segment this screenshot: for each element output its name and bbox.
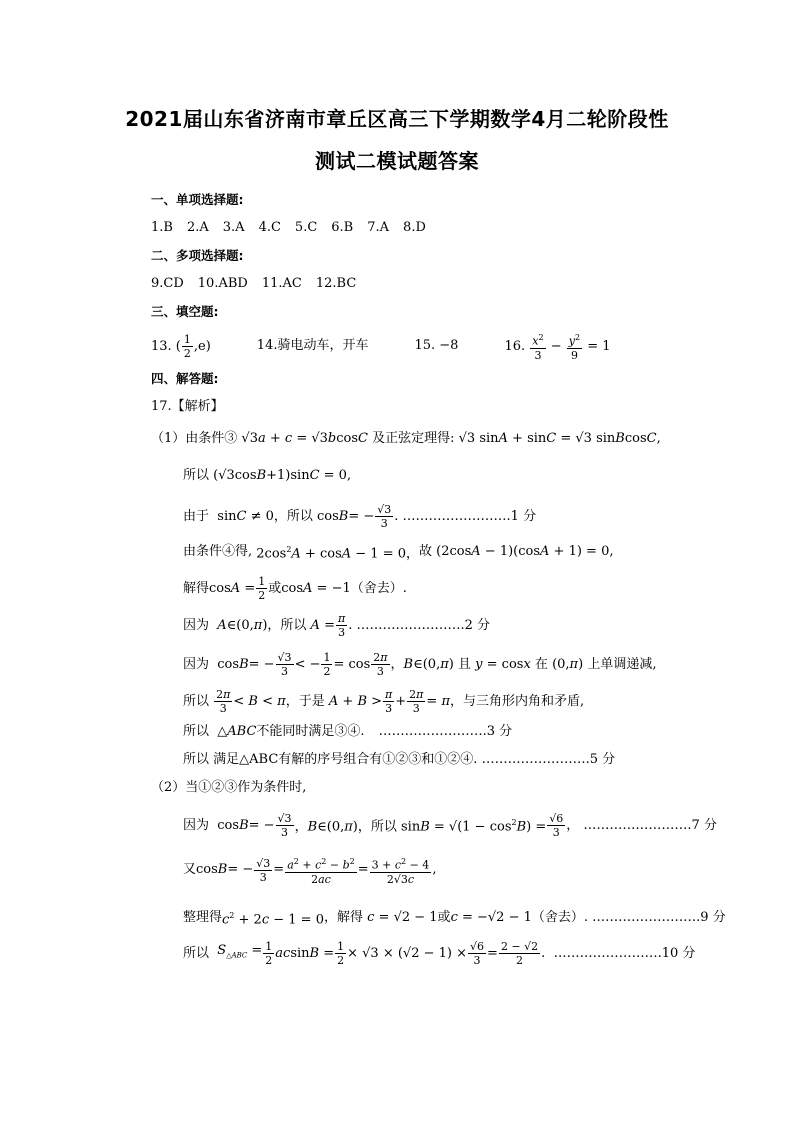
document-title-line2: 测试二模试题答案 [315,149,479,173]
q17-line-14: 所以 $S_{\triangle ABC}$ = $\frac{1}{2}$ acsinB = $\frac{1}{2}$ × √3 × (√2 − 1) × $\frac{√6}{3}$ = $\frac{2 - √2}{2}$ . …………………….10 分 [183,940,696,967]
q17-line-2: 所以 (√3cosB+1)sinC = 0, [183,468,352,483]
q17-line-5: 解得 cosA = $\frac{1}{2}$ 或 cosA = −1 （舍去）. [183,575,407,602]
q17-line-8: 所以 $\frac{2\pi}{3}$ < B < π， 于是 A + B > $\frac{\pi}{3}$ + $\frac{2\pi}{3}$ = π ，与三角形内角和矛盾, [183,688,585,715]
q17-line-9: 所以 △ABC 不能同时满足③④. …………………….3 分 [183,724,513,739]
single-choice-answers [151,218,426,238]
answer-10: 10.ABD [197,276,248,291]
fill-blank-answers [151,331,611,362]
section-single-choice: 一、单项选择题: [151,192,244,207]
answer-7: 7.A [367,220,390,235]
answer-13: 13. ( $\frac{1}{2}$ ,e) [151,332,211,360]
q17-line-7: 因为 cosB= − $\frac{√3}{3}$ < − $\frac{1}{2}$ = cos $\frac{2\pi}{3}$ ，B∈(0,π) 且 y = cosx 在 (0,π) 上单调递减, [183,651,657,678]
answer-4: 4.C [258,220,281,235]
document-title-line1: 2021届山东省济南市章丘区高三下学期数学4月二轮阶段性 [125,107,669,131]
answer-14: 14.骑电动车，开车 [256,338,369,354]
answer-5: 5.C [294,220,318,235]
multi-choice-answers [151,274,356,294]
answer-11: 11.AC [261,276,302,291]
q17-line-10: 所以 满足△ABC有解的序号组合有①②③和①②④. …………………….5 分 [183,752,616,767]
section-multi-choice: 二、多项选择题: [151,248,244,263]
q17-line-13: 整理得 $c^2 + 2c - 1 = 0$ ，解得 c = √2 − 1 或 c = −√2 − 1 （舍去）. …………………….9 分 [183,910,726,928]
answer-2: 2.A [186,220,209,235]
q17-line-12: 又 cosB= − $\frac{√3}{3}$ = $\frac{a^2 + c^2 - b^2}{2ac}$ = $\frac{3 + c^2 - 4}{2√3c}$ , [183,856,437,886]
answer-8: 8.D [403,220,426,235]
answer-1: 1.B [151,220,173,235]
answer-12: 12.BC [315,276,357,291]
answer-15: 15. −8 [414,338,459,354]
q17-line-11: 因为 cosB= − $\frac{√3}{3}$ ，B∈(0,π)，所以 $\sin B = √(1 - \cos^2B)$ = $\frac{√6}{3}$ ， …………………….7 分 [183,812,717,839]
answer-9: 9.CD [151,276,184,291]
q17-part2-header: （2）当①②③作为条件时, [151,780,307,795]
section-fill-blank: 三、填空题: [151,304,219,319]
q17-line-1: （1）由条件③ √3a + c = √3bcosC 及正弦定理得: √3 sinA + sinC = √3 sinBcosC, [151,431,661,446]
answer-3: 3.A [222,220,245,235]
q17-line-4: 由条件④得, $2\cos^2A + \cos A - 1 = 0$， 故 (2cosA − 1)(cosA + 1) = 0, [183,544,614,562]
q17-header: 17.【解析】 [151,399,224,414]
answer-6: 6.B [331,220,354,235]
q17-line-3: 由于 sinC ≠ 0，所以 cosB= − $\frac{√3}{3}$ . …………………….1 分 [183,503,537,530]
answer-16: 16. $\frac{x^2}{3}$ − $\frac{y^2}{9}$ = 1 [504,333,611,362]
q17-line-6: 因为 A∈(0,π)，所以 A = $\frac{\pi}{3}$ . …………………….2 分 [183,612,491,639]
section-solve: 四、解答题: [151,371,219,386]
